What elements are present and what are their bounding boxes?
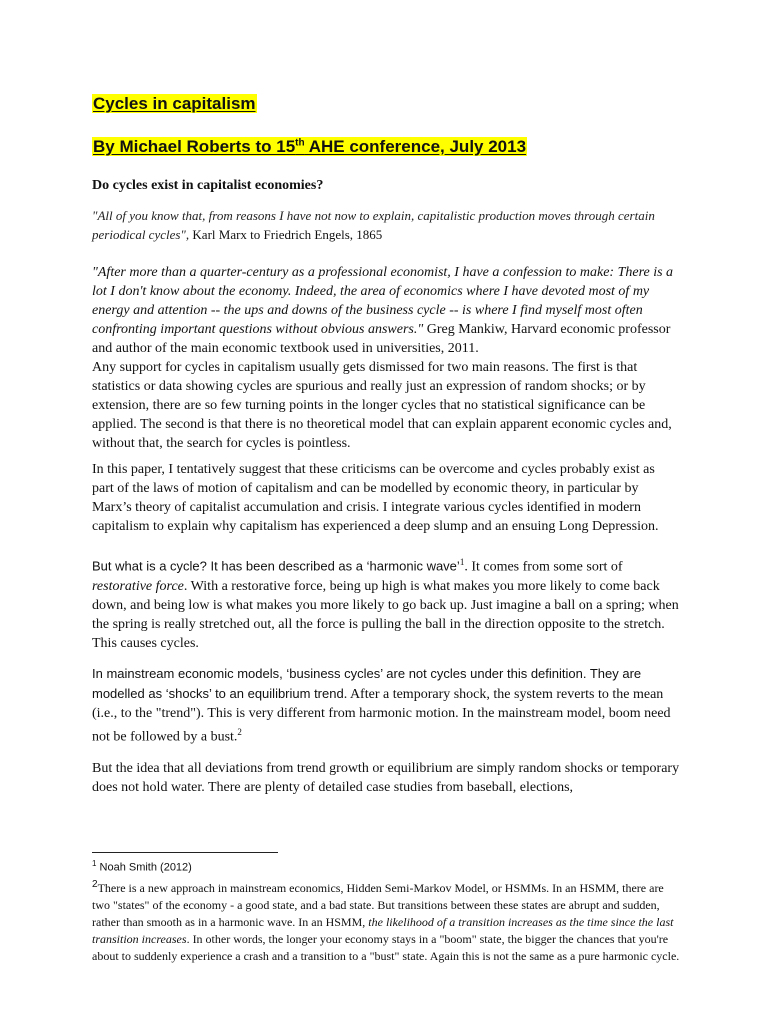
- paragraph-4-lead: In mainstream economic models, ‘business cycles’ are not cycles under this definition. They are modelled as ‘shocks’ to an equilibrium trend: [92, 666, 642, 701]
- section-heading: Do cycles exist in capitalist economies?: [92, 178, 324, 193]
- footnote-2-text-b: . In other words, the longer your economy stays in a "boom" state, the bigger the chances that you're about to suddenly experience a crash and a transition to a "bust" state. Again this is not the same as a pure harmonic cycle.: [92, 932, 680, 963]
- footnote-2-number: 2: [92, 879, 98, 890]
- footnote-2-italic: the likelihood of a transition increases as the time since the last transition increases: [92, 915, 674, 946]
- paragraph-3-lead: But what is a cycle? It has been described as a ‘harmonic wave’: [92, 558, 460, 574]
- paragraph-5: But the idea that all deviations from trend growth or equilibrium are simply random shocks or temporary does not hold water. There are plenty of detailed case studies from baseball, elections,: [92, 761, 680, 795]
- footnote-divider: [92, 852, 278, 853]
- paragraph-2: In this paper, I tentatively suggest that these criticisms can be overcome and cycles probably exist as part of the laws of motion of capitalism and can be modelled by economic theory, in particular by Marx’s theory of capitalist accumulation and crisis. I integrate various cycles identified in modern capitalism to explain why capitalism has experienced a deep slump and an ensuing Long Depression.: [92, 462, 659, 534]
- paragraph-3-part-b: . It comes from some sort of: [464, 559, 623, 575]
- marx-quote-text: "All of you know that, from reasons I have not now to explain, capitalistic production moves through certain periodical cycles",: [92, 208, 655, 242]
- subtitle-suffix: AHE conference, July 2013: [304, 137, 527, 156]
- paragraph-3-part-c: . With a restorative force, being up high is what makes you more likely to come back down, and being low is what makes you more likely to go back up. Just imagine a ball on a spring; when the spring is really stretched out, all the force is pulling the ball in the direction opposite to the stretch. This causes cycles.: [92, 578, 679, 651]
- document-subtitle-text: [92, 137, 527, 156]
- document-title: [92, 94, 257, 114]
- subtitle-prefix: By Michael Roberts to 15: [93, 137, 296, 156]
- paragraph-4-part-b: . After a temporary shock, the system reverts to the mean (i.e., to the "trend"). This is very different from harmonic motion. In the mainstream model, boom need not be followed by a bust.: [92, 687, 671, 745]
- mankiw-quote-text: "After more than a quarter-century as a professional economist, I have a confession to make: There is a lot I don't know about the economy. Indeed, the area of economics where I have devoted most of my energy and attention -- the ups and downs of the business cycle -- is where I find myself most often confronting important questions without obvious answers.": [92, 265, 674, 337]
- footnote-1-text: Noah Smith (2012): [96, 861, 192, 874]
- subtitle-superscript: th: [295, 137, 305, 149]
- paragraph-3-italic: restorative force: [92, 578, 184, 594]
- footnote-ref-2[interactable]: 2: [237, 727, 242, 737]
- document-subtitle: [92, 137, 527, 157]
- footnote-1-number: 1: [92, 859, 97, 868]
- paragraph-4: [92, 664, 680, 747]
- paragraph-3: [92, 553, 680, 653]
- mankiw-quote: [92, 263, 680, 358]
- footnote-2-text-a: There is a new approach in mainstream economics, Hidden Semi-Markov Model, or HSMMs. In an HSMM, there are two "states" of the economy - a good state, and a bad state. But transitions between these states are abrupt and sudden, rather than smooth as in a harmonic wave. In an HSMM,: [92, 881, 664, 929]
- document-title-text: Cycles in capitalism: [93, 94, 256, 113]
- footnote-1: [92, 859, 192, 874]
- footnote-ref-1[interactable]: 1: [459, 557, 465, 567]
- footnote-2: [92, 876, 680, 965]
- marx-quote: [92, 206, 680, 244]
- marx-quote-attribution: Karl Marx to Friedrich Engels, 1865: [189, 227, 383, 242]
- paragraph-1: Any support for cycles in capitalism usually gets dismissed for two main reasons. The first is that statistics or data showing cycles are spurious and really just an expression of random shocks; or by extension, there are so few turning points in the longer cycles that no statistical significance can be applied. The second is that there is no theoretical model that can explain apparent economic cycles and, without that, the search for cycles is pointless.: [92, 360, 672, 451]
- mankiw-quote-attribution: Greg Mankiw, Harvard economic professor and author of the main economic textbook used in universities, 2011.: [92, 322, 671, 356]
